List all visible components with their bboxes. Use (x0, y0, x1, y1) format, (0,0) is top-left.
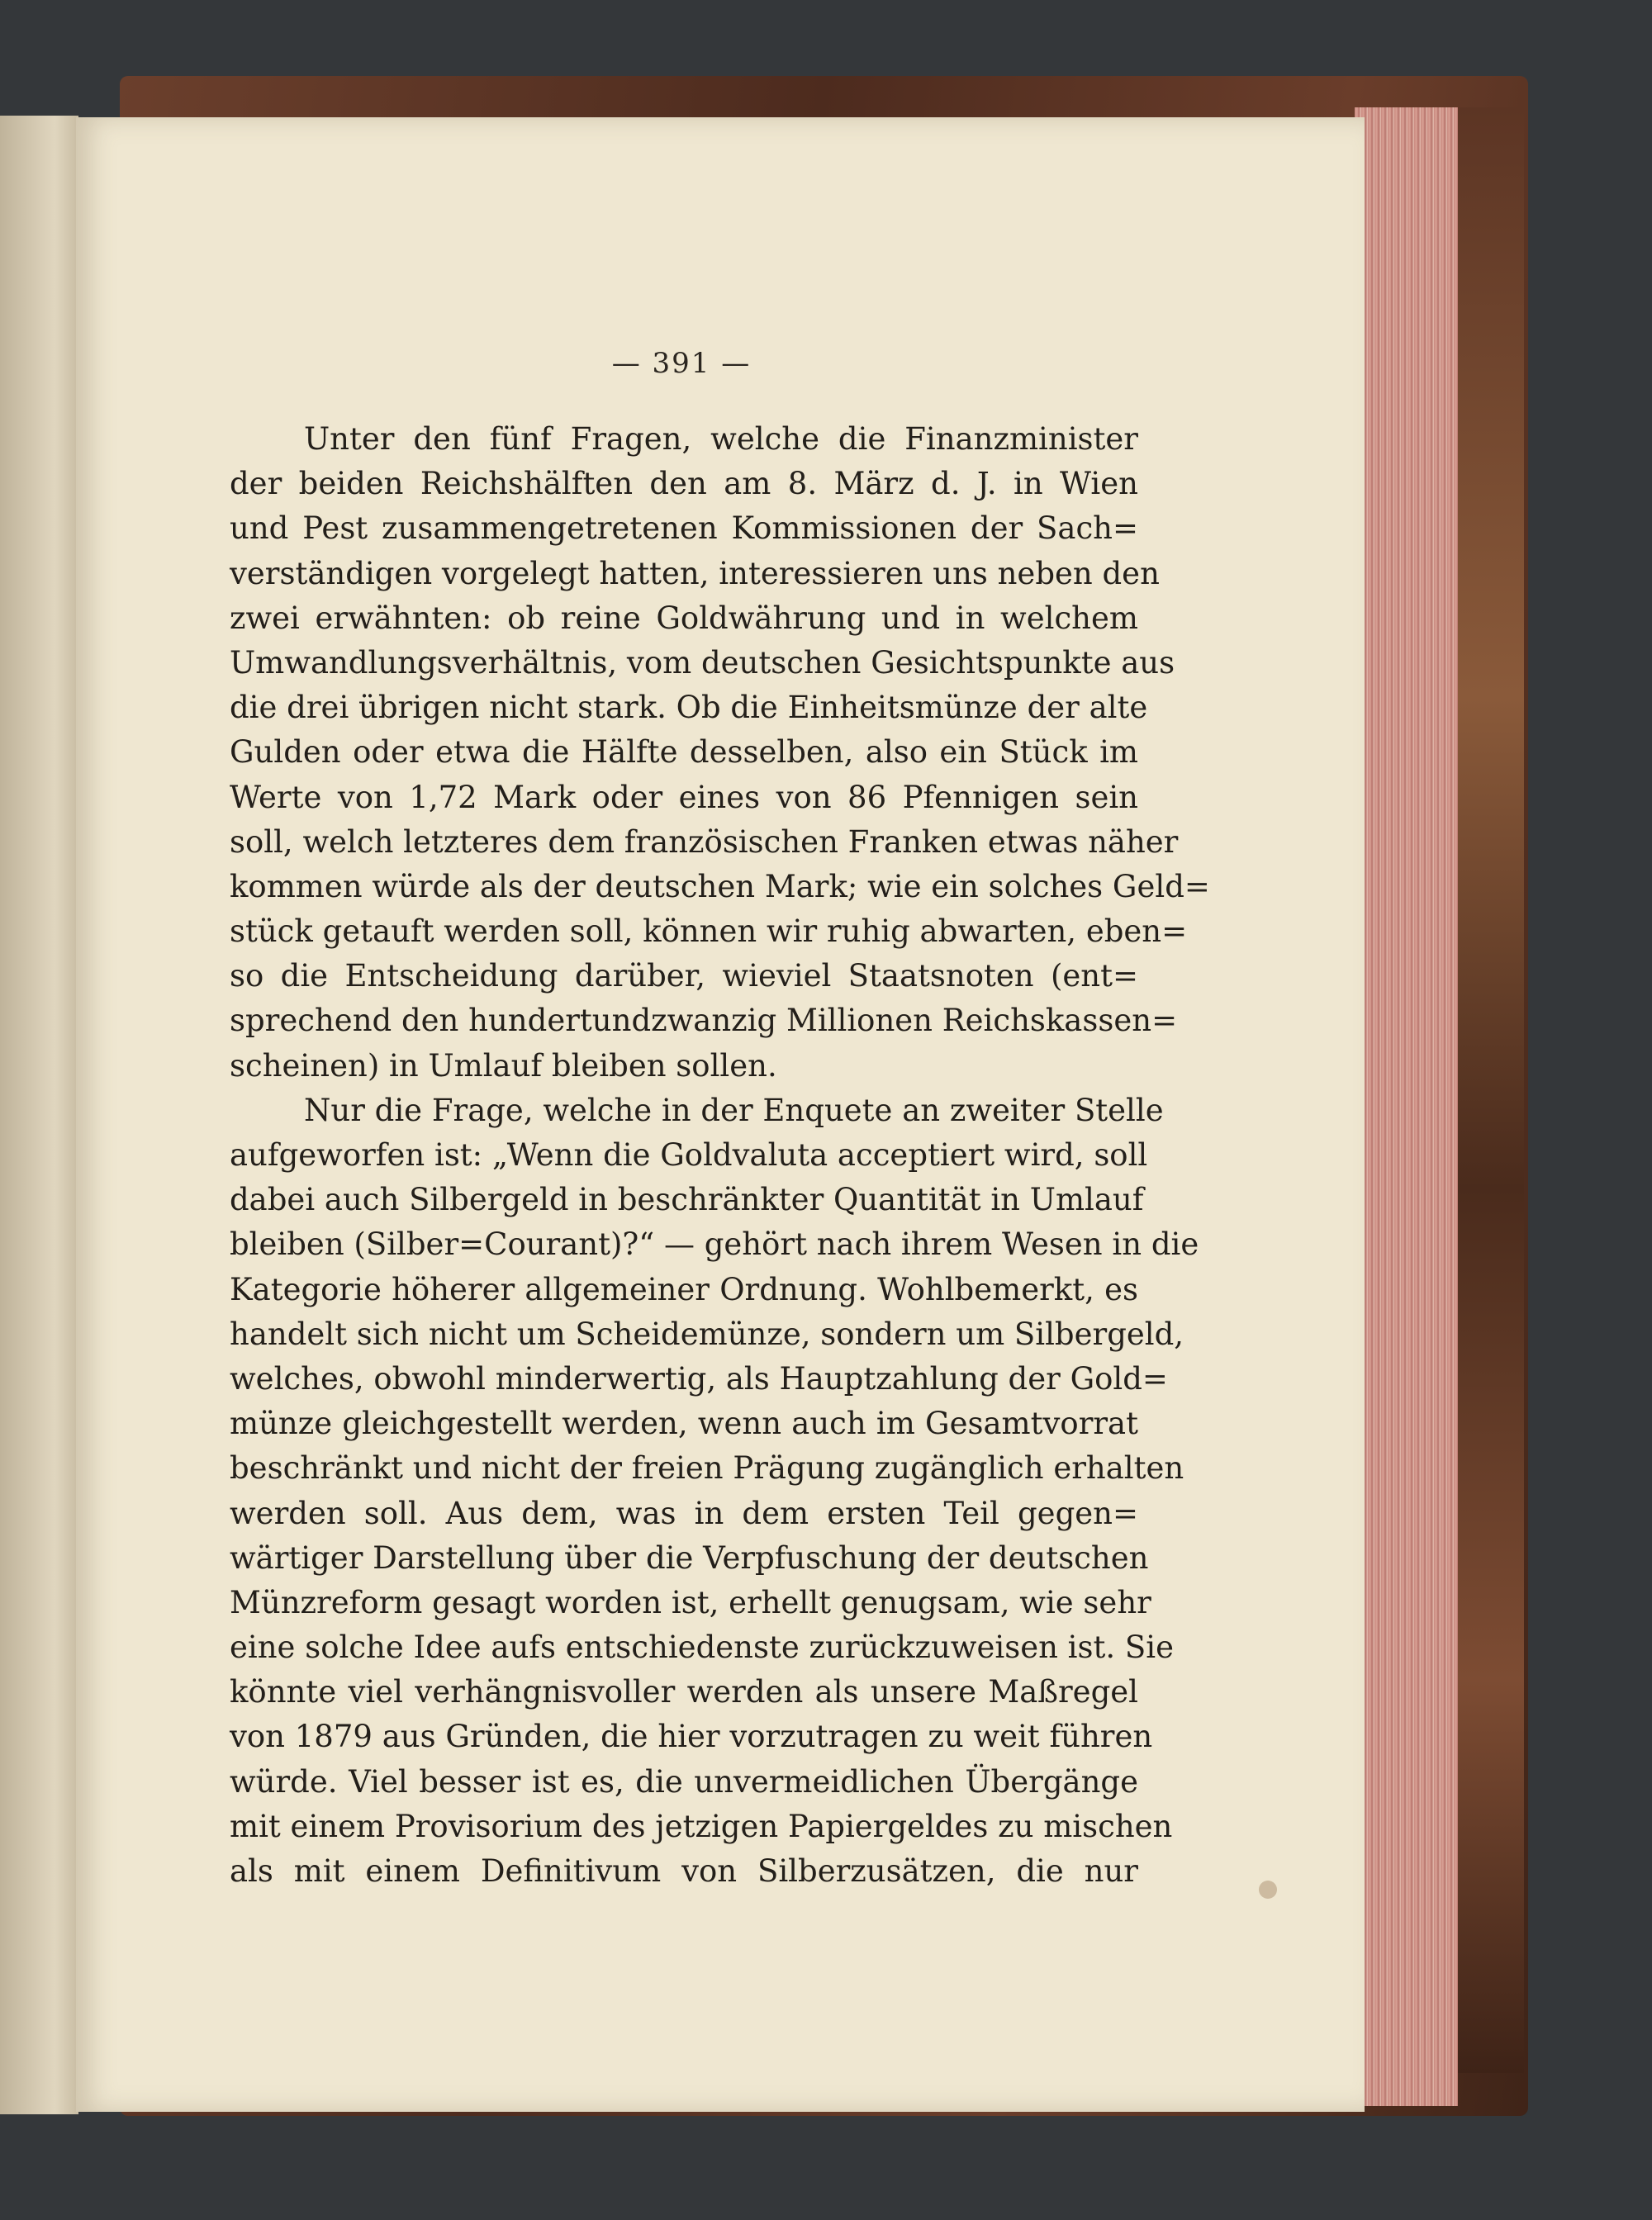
text-line: welches, obwohl minderwertig, als Hauptzahlung der Gold= (230, 1360, 1168, 1397)
text-line: sprechend den hundertundzwanzig Millionen Reichskassen= (230, 1003, 1178, 1039)
text-line: als mit einem Definitivum von Silberzusätzen, die nur (230, 1853, 1138, 1889)
text-line: münze gleichgestellt werden, wenn auch im Gesamtvorrat (230, 1406, 1138, 1442)
page-edges (1355, 107, 1458, 2106)
text-line: Gulden oder etwa die Hälfte desselben, also ein Stück im (230, 734, 1138, 771)
text-line: verständigen vorgelegt hatten, interessieren uns neben den (230, 555, 1160, 591)
paper-speck (1259, 1881, 1277, 1899)
text-line: Kategorie höherer allgemeiner Ordnung. Wohlbemerkt, es (230, 1271, 1138, 1307)
text-line: und Pest zusammengetretenen Kommissionen der Sach= (230, 510, 1138, 547)
text-line: werden soll. Aus dem, was in dem ersten Teil gegen= (230, 1495, 1138, 1531)
text-line: von 1879 aus Gründen, die hier vorzutragen zu weit führen (230, 1719, 1153, 1755)
text-line: so die Entscheidung darüber, wieviel Staatsnoten (ent= (230, 958, 1138, 994)
page-number: — 391 — (611, 347, 752, 380)
text-line: aufgeworfen ist: „Wenn die Goldvaluta acceptiert wird, soll (230, 1137, 1148, 1173)
text-line: scheinen) in Umlauf bleiben sollen. (230, 1047, 777, 1084)
text-line: würde. Viel besser ist es, die unvermeidlichen Übergänge (230, 1763, 1138, 1800)
text-line: die drei übrigen nicht stark. Ob die Einheitsmünze der alte (230, 690, 1148, 726)
body-text (230, 417, 1210, 1894)
paragraph-1 (230, 417, 1210, 1089)
text-line: dabei auch Silbergeld in beschränkter Quantität in Umlauf (230, 1182, 1144, 1218)
paragraph-2 (230, 1089, 1199, 1894)
text-line: mit einem Provisorium des jetzigen Papiergeldes zu mischen (230, 1808, 1173, 1844)
text-line: kommen würde als der deutschen Mark; wie ein solches Geld= (230, 868, 1210, 904)
text-line: Münzreform gesagt worden ist, erhellt genugsam, wie sehr (230, 1584, 1151, 1620)
text-line: zwei erwähnten: ob reine Goldwährung und in welchem (230, 600, 1138, 636)
text-line: eine solche Idee aufs entschiedenste zurückzuweisen ist. Sie (230, 1629, 1174, 1666)
text-line: bleiben (Silber=Courant)?“ — gehört nach ihrem Wesen in die (230, 1226, 1199, 1263)
text-line: der beiden Reichshälften den am 8. März d. J. in Wien (230, 466, 1138, 502)
text-line: könnte viel verhängnisvoller werden als unsere Maßregel (230, 1674, 1138, 1710)
marbled-cover-edge (1450, 107, 1524, 2073)
text-line: handelt sich nicht um Scheidemünze, sondern um Silbergeld, (230, 1316, 1184, 1352)
text-line: stück getauft werden soll, können wir ruhig abwarten, eben= (230, 913, 1188, 950)
text-line: beschränkt und nicht der freien Prägung zugänglich erhalten (230, 1450, 1184, 1487)
left-page-edge (0, 116, 78, 2114)
text-line: Unter den fünf Fragen, welche die Finanzminister (304, 421, 1138, 457)
text-line: soll, welch letzteres dem französischen Franken etwas näher (230, 823, 1179, 860)
text-line: Werte von 1,72 Mark oder eines von 86 Pfennigen sein (230, 779, 1138, 815)
text-line: Nur die Frage, welche in der Enquete an zweiter Stelle (304, 1092, 1164, 1128)
text-line: wärtiger Darstellung über die Verpfuschung der deutschen (230, 1539, 1149, 1576)
text-line: Umwandlungsverhältnis, vom deutschen Gesichtspunkte aus (230, 644, 1175, 681)
